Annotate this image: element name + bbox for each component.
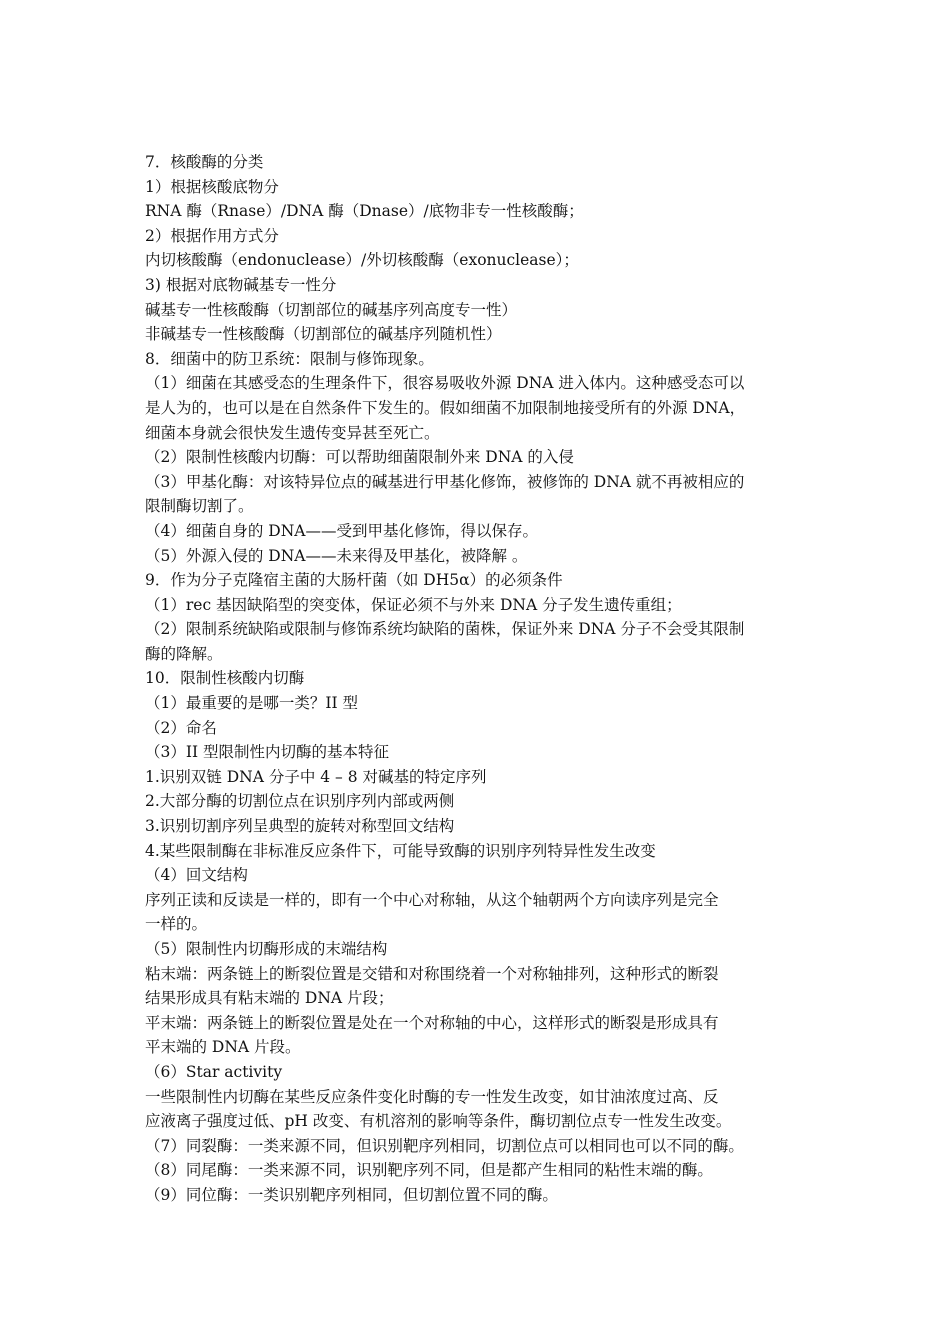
text-line: 是人为的，也可以是在自然条件下发生的。假如细菌不加限制地接受所有的外源 DNA， bbox=[145, 398, 746, 417]
text-line: 2）根据作用方式分 bbox=[145, 226, 279, 245]
text-line: 结果形成具有粘末端的 DNA 片段； bbox=[145, 989, 394, 1008]
text-line: 序列正读和反读是一样的，即有一个中心对称轴，从这个轴朝两个方向读序列是完全 bbox=[145, 890, 719, 909]
document-body bbox=[145, 150, 825, 1208]
text-line: （4）细菌自身的 DNA——受到甲基化修饰，得以保存。 bbox=[145, 521, 538, 540]
text-line: （7）同裂酶：一类来源不同，但识别靶序列相同，切割位点可以相同也可以不同的酶。 bbox=[145, 1136, 744, 1155]
text-line: 限制酶切割了。 bbox=[145, 497, 254, 516]
text-line: 内切核酸酶（endonuclease）/外切核酸酶（exonuclease）； bbox=[145, 251, 579, 270]
text-line: （2）命名 bbox=[145, 718, 217, 737]
text-line: 碱基专一性核酸酶（切割部位的碱基序列高度专一性） bbox=[145, 300, 518, 319]
text-line: 3.识别切割序列呈典型的旋转对称型回文结构 bbox=[145, 817, 455, 836]
text-line: （2）限制系统缺陷或限制与修饰系统均缺陷的菌株，保证外来 DNA 分子不会受其限制 bbox=[145, 620, 745, 639]
text-line: 1.识别双链 DNA 分子中 4 – 8 对碱基的特定序列 bbox=[145, 767, 487, 786]
text-line: 平末端的 DNA 片段。 bbox=[145, 1038, 301, 1057]
text-line: （1）最重要的是哪一类？II 型 bbox=[145, 694, 359, 713]
text-line: 平末端：两条链上的断裂位置是处在一个对称轴的中心，这样形式的断裂是形成具有 bbox=[145, 1013, 719, 1032]
text-line: （2）限制性核酸内切酶：可以帮助细菌限制外来 DNA 的入侵 bbox=[145, 448, 574, 467]
text-line: 1）根据核酸底物分 bbox=[145, 177, 279, 196]
text-line: 9．作为分子克隆宿主菌的大肠杆菌（如 DH5α）的必须条件 bbox=[145, 571, 563, 590]
text-line: 一样的。 bbox=[145, 915, 208, 934]
text-line: 2.大部分酶的切割位点在识别序列内部或两侧 bbox=[145, 792, 455, 811]
text-line: （3）II 型限制性内切酶的基本特征 bbox=[145, 743, 390, 762]
text-line: （8）同尾酶：一类来源不同，识别靶序列不同，但是都产生相同的粘性末端的酶。 bbox=[145, 1161, 713, 1180]
text-line: 细菌本身就会很快发生遗传变异甚至死亡。 bbox=[145, 423, 440, 442]
text-line: （9）同位酶：一类识别靶序列相同，但切割位置不同的酶。 bbox=[145, 1185, 558, 1204]
text-line: （6）Star activity bbox=[145, 1062, 283, 1081]
text-line: 4.某些限制酶在非标准反应条件下，可能导致酶的识别序列特异性发生改变 bbox=[145, 841, 656, 860]
text-line: 应液离子强度过低、pH 改变、有机溶剂的影响等条件，酶切割位点专一性发生改变。 bbox=[145, 1112, 732, 1131]
text-line: 酶的降解。 bbox=[145, 644, 223, 663]
text-line: （5）外源入侵的 DNA——未来得及甲基化，被降解 。 bbox=[145, 546, 528, 565]
text-line: RNA 酶（Rnase）/DNA 酶（Dnase）/底物非专一性核酸酶； bbox=[145, 202, 584, 221]
text-line: （1）rec 基因缺陷型的突变体，保证必须不与外来 DNA 分子发生遗传重组； bbox=[145, 595, 682, 614]
text-line: （3）甲基化酶：对该特异位点的碱基进行甲基化修饰，被修饰的 DNA 就不再被相应的 bbox=[145, 472, 745, 491]
text-line: 一些限制性内切酶在某些反应条件变化时酶的专一性发生改变，如甘油浓度过高、反 bbox=[145, 1087, 719, 1106]
text-line: 10．限制性核酸内切酶 bbox=[145, 669, 305, 688]
text-line: （1）细菌在其感受态的生理条件下，很容易吸收外源 DNA 进入体内。这种感受态可以 bbox=[145, 374, 745, 393]
text-line: （5）限制性内切酶形成的末端结构 bbox=[145, 940, 388, 958]
text-line: （4）回文结构 bbox=[145, 866, 248, 885]
text-line: 8．细菌中的防卫系统：限制与修饰现象。 bbox=[145, 349, 434, 368]
text-line: 3) 根据对底物碱基专一性分 bbox=[145, 275, 337, 294]
text-line: 非碱基专一性核酸酶（切割部位的碱基序列随机性） bbox=[145, 325, 502, 344]
text-line: 7．核酸酶的分类 bbox=[145, 153, 264, 171]
text-line: 粘末端：两条链上的断裂位置是交错和对称围绕着一个对称轴排列，这种形式的断裂 bbox=[145, 964, 719, 983]
